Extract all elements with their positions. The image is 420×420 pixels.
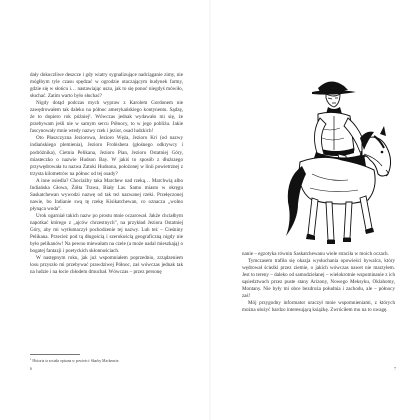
footnote-text: Historia ta została opisana w powieści: Skarby Mackenzie. <box>32 359 120 364</box>
left-paragraph: W następnym roku, jak już wspomniałem poprzednio, zrządzeniem losu przyszło mi przebywać prawdziwej Północ, zaś wówczas jednak tak na ludzie i na łocie chłodem dmuchał. Wówczas – przez personę <box>30 255 183 276</box>
rider-on-horse-illustration <box>282 70 394 252</box>
right-body-text <box>242 251 395 314</box>
footnote <box>30 357 180 364</box>
left-body-text <box>30 72 183 276</box>
footnote-rule <box>30 354 80 355</box>
footnote-mark: 1 <box>30 357 32 361</box>
right-paragraph: Mój przygodny informator uraczył mnie wspomnieniami, z których można ułożyć bardzo interesującą książkę. Zwróciłem mu na to uwagę. <box>242 300 395 314</box>
left-paragraph: dały dokuczliwe deszcze i gdy wiatry sygnalizujące nadciąganie zimy, nie mógłbym tyle czasu spędzać w ogrodzie otaczającym budynek farmy, gdzie się w słońcu i… nastawiając uszu, jak to się ponoć niegdyś mówiło, słuchać. Zatim warto było słuchać? <box>30 72 183 100</box>
left-paragraph: Nigdy dotąd podczas mych wypraw z Karolem Gordonem nie zawędrowałem tak daleko na północ amerykańskiego kontynentu. Sądzę, że to dopiero rok później¹. Wówczas jednak wydawało mi się, że przebywam jeśli nie w samym sercu Północy, to w jego pobliżu. Jakie fascynowały mnie wtedy nazwy rzek i jezior, osad ludzkich! <box>30 100 183 135</box>
page-number-right: 7 <box>394 366 397 371</box>
right-paragraph: nanie – egzotyka równin Saskatchewanu wiele straciła w moich oczach. <box>242 251 389 257</box>
left-paragraph: Oto Płaszczyzna Jeziorowa, Jezioro Węża, Jezioro Kri (od nazwy indiańskiego plemienia), Jezioro Frobishera (głośnego odkrywcy i podróżnika), Cietnia Pelikana, Jezioro Pian, Jezioro Ostatniej Góry, miasteczko o nazwie Hudson Bay. W jakiś to sposób z dłuższego przywędrowała tu nazwa Zatoki Hudsona, położonej w linii powietrznej z trzysta kilometrów na północ od tej osady? <box>30 135 183 177</box>
left-paragraph: A inne osiedla? Chociażby taka Marchew nad rzeką… Marchwią albo Indiańska Głowa, Żółta Trawa, Biały Las. Samo miasto w okręgu Saskatchewan wywodzi nazwę od tak też nazwanej rzeki. Przełęczonej nawie, bo Indianie swą tę rzekę Kisikatchewan, co oznacza „wolno płynąca woda”. <box>30 177 183 212</box>
right-page <box>210 0 420 420</box>
page-number-left: 6 <box>30 366 33 371</box>
right-paragraph: Tymczasem trafiła się okazja wysłuchania opowieści bywalca, który wędrował ścieżki przez ziemie, o jakich wówczas nawet nie marzyłem. Jest to tereny – daleko od samodzielanej – wielokrotnie wspominanie z ich sąsiedztwach przez puste stany Arizony, Nowego Meksyku, Oklahomy, Montany. Nie były mi obce bezdroża południa i zachodu, ale – północy zaś! <box>242 258 395 300</box>
left-paragraph: Urok ogarniał takich nazw po prostu mnie oczarował. Jakże chciałbym napotkać którego z „ajców chrzestnych”, na przykład Jeziora Ostatniej Góry, aby mi wytłumaczył pochodzenie tej nazwy. Luh też – Cieśniny Pelikana. Przecież pod tą długością i szerokością geograficzną nigdy nie było pelikanów! Na pewno miewałam na czele (a może nadal mieszkają) o bogatej fantazji i poetyckich skłonnościach. <box>30 212 183 255</box>
